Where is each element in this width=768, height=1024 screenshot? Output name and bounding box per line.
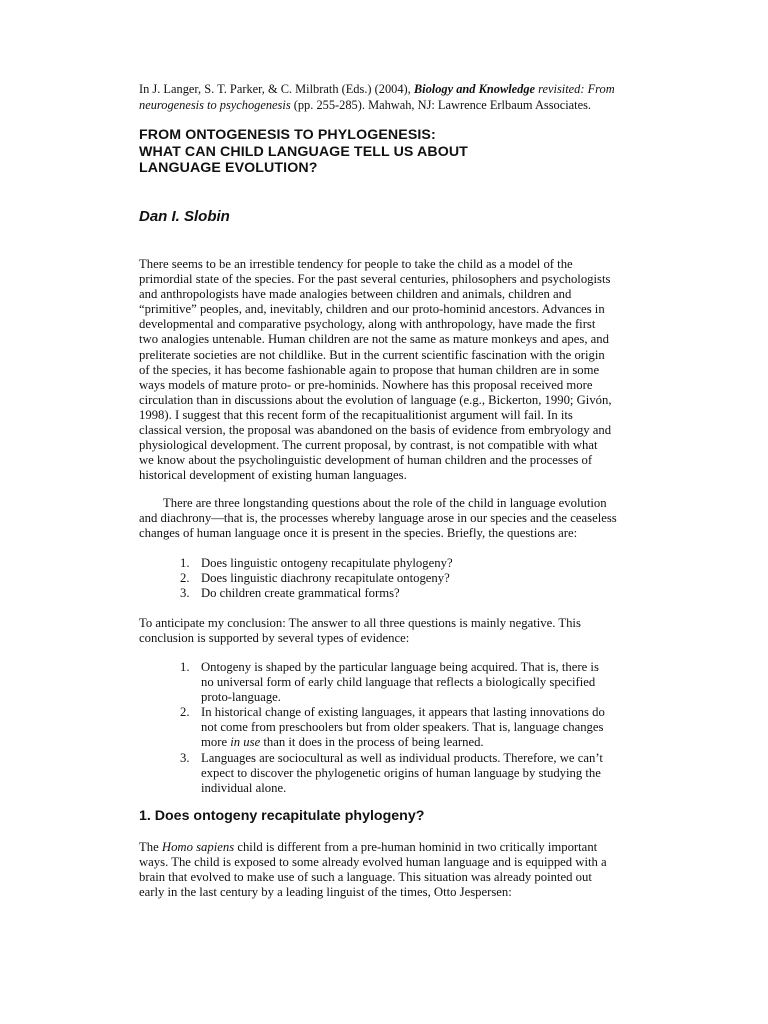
paragraph-line: ways models of mature proto- or pre-hominids. Nowhere has this proposal received more xyxy=(139,377,593,392)
list-item xyxy=(180,705,650,750)
list-number: 1. xyxy=(180,556,190,570)
list-item-line: no universal form of early child language that reflects a biologically specified xyxy=(201,675,596,690)
citation-book-title: Biology and Knowledge xyxy=(413,82,536,96)
paragraph-questions-intro xyxy=(139,496,639,541)
paragraph-line: primordial state of the species. For the past several centuries, philosophers and psychologists xyxy=(139,272,611,287)
citation-pages: (pp. 255-285). Mahwah, NJ: Lawrence Erlbaum Associates. xyxy=(290,98,592,112)
list-item-line xyxy=(201,735,650,750)
paragraph-line: preliterate societies are not childlike. But in the current scientific fascination with the origin xyxy=(139,347,605,362)
section-heading: 1. Does ontogeny recapitulate phylogeny? xyxy=(139,808,425,824)
emphasis-text: in use xyxy=(230,735,261,750)
paragraph-intro xyxy=(139,257,639,483)
paragraph-line: we know about the psycholinguistic development of human children and the processes of xyxy=(139,453,593,468)
paragraph-line: conclusion is supported by several types of evidence: xyxy=(139,631,410,646)
list-item-text: than it does in the process of being learned. xyxy=(260,735,484,750)
list-item xyxy=(180,556,650,571)
list-item xyxy=(180,586,650,601)
paragraph-line: To anticipate my conclusion: The answer to all three questions is mainly negative. This xyxy=(139,616,581,630)
list-item xyxy=(180,660,650,705)
evidence-list xyxy=(180,660,650,796)
paragraph-line: two analogies untenable. Human children are not the same as mature monkeys and apes, and xyxy=(139,332,609,347)
list-item xyxy=(180,571,650,586)
author-name: Dan I. Slobin xyxy=(139,208,230,225)
paragraph-line: historical development of existing human languages. xyxy=(139,468,407,483)
questions-list xyxy=(180,556,650,601)
list-item-text: more xyxy=(201,735,231,750)
paragraph-line: ways. The child is exposed to some already evolved human language and is equipped with a xyxy=(139,855,607,870)
list-item-line: In historical change of existing languages, it appears that lasting innovations do xyxy=(201,705,605,720)
list-item-line: proto-language. xyxy=(201,690,281,705)
emphasis-text: Homo sapiens xyxy=(161,840,235,854)
paragraph-line: developmental and comparative psychology, along with anthropology, have made the first xyxy=(139,317,596,332)
list-item-line: individual alone. xyxy=(201,780,287,795)
title-line-1: FROM ONTOGENESIS TO PHYLOGENESIS: xyxy=(139,127,436,143)
list-number: 2. xyxy=(180,705,190,720)
paragraph-line: “primitive” peoples, and, inevitably, children and our proto-hominid ancestors. Advances in xyxy=(139,302,605,317)
paragraph-line: of the species, it has become fashionable again to propose that human children are in some xyxy=(139,362,600,377)
list-number: 3. xyxy=(180,586,190,601)
list-item-text: Does linguistic ontogeny recapitulate phylogeny? xyxy=(201,556,453,570)
citation xyxy=(139,81,659,113)
paragraph-line: There seems to be an irrestible tendency for people to take the child as a model of the xyxy=(139,257,573,271)
citation-subtitle: neurogenesis to psychogenesis xyxy=(139,98,291,112)
paragraph-line: physiological development. The current proposal, by contrast, is not compatible with what xyxy=(139,438,598,453)
paragraph-line xyxy=(139,840,639,855)
paragraph-section-1 xyxy=(139,840,639,900)
list-item xyxy=(180,751,650,796)
paragraph-line: early in the last century by a leading linguist of the times, Otto Jespersen: xyxy=(139,885,512,900)
citation-revisited: revisited: From xyxy=(535,82,615,96)
paragraph-line: changes of human language once it is present in the species. Briefly, the questions are: xyxy=(139,526,578,541)
paragraph-line: There are three longstanding questions about the role of the child in language evolution xyxy=(163,496,607,510)
list-item-line: Languages are sociocultural as well as individual products. Therefore, we can’t xyxy=(201,750,603,765)
list-item-line: expect to discover the phylogenetic origins of human language by studying the xyxy=(201,765,601,780)
paragraph-text: The xyxy=(139,840,162,854)
paragraph-line: classical version, the proposal was abandoned on the basis of evidence from embryology and xyxy=(139,423,612,438)
list-item-text: Do children create grammatical forms? xyxy=(201,586,400,601)
paragraph-line: and anthropologists have made analogies between children and animals, children and xyxy=(139,287,572,302)
paper-title xyxy=(139,127,659,177)
title-line-3: LANGUAGE EVOLUTION? xyxy=(139,160,318,177)
list-number: 1. xyxy=(180,660,190,674)
list-number: 3. xyxy=(180,750,190,765)
list-number: 2. xyxy=(180,571,190,586)
list-item-line: not come from preschoolers but from older speakers. That is, language changes xyxy=(201,720,604,735)
citation-prefix: In J. Langer, S. T. Parker, & C. Milbrath (Eds.) (2004), xyxy=(139,82,414,96)
paragraph-text: child is different from a pre-human hominid in two critically important xyxy=(234,840,598,854)
paragraph-line: brain that evolved to make use of such a language. This situation was already pointed out xyxy=(139,870,592,885)
title-line-2: WHAT CAN CHILD LANGUAGE TELL US ABOUT xyxy=(139,143,468,160)
paragraph-line: 1998). I suggest that this recent form of the recapitualitionist argument will fail. In its xyxy=(139,407,573,422)
paragraph-line: and diachrony—that is, the processes whereby language arose in our species and the ceaseless xyxy=(139,511,617,526)
paragraph-line: circulation than in discussions about the evolution of language (e.g., Bickerton, 1990; Givón, xyxy=(139,392,612,407)
list-item-text: Does linguistic diachrony recapitulate ontogeny? xyxy=(201,571,450,586)
paragraph-conclusion xyxy=(139,616,639,646)
list-item-line: Ontogeny is shaped by the particular language being acquired. That is, there is xyxy=(201,660,599,674)
